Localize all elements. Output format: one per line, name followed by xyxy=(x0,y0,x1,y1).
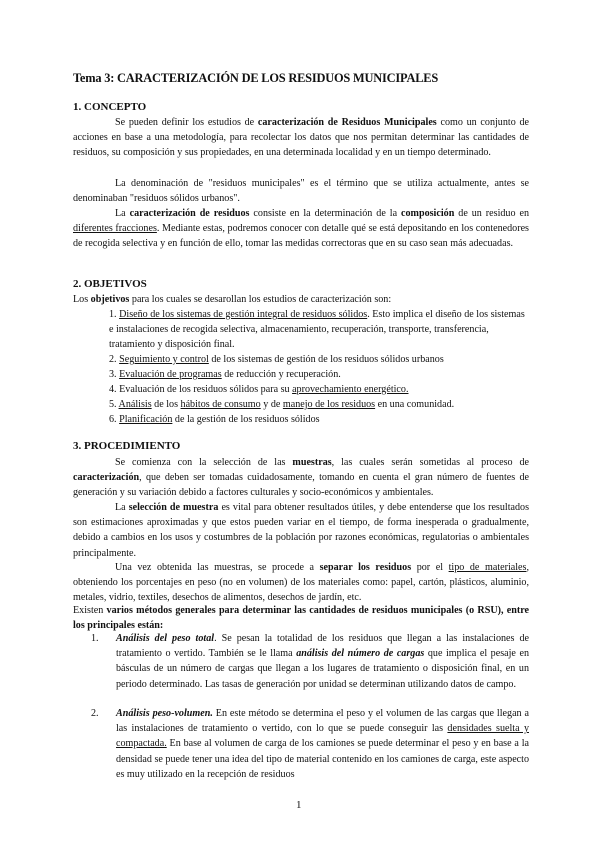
document-title: Tema 3: CARACTERIZACIÓN DE LOS RESIDUOS MUNICIPALES xyxy=(73,71,439,85)
list-item: 5. Análisis de los hábitos de consumo y de manejo de los residuos en una comunidad. xyxy=(109,399,455,410)
section-heading-objetivos: 2. OBJETIVOS xyxy=(73,278,147,290)
paragraph-procedimiento-1: Se comienza con la selección de las muestras, las cuales serán sometidas al proceso de caracterización, que deben ser tomadas cuidadosamente, tomando en cuenta el gran número de fuentes de generación y su variación debido a factores culturales y socio-económicos y ambientales. xyxy=(73,457,529,499)
list-item: 2. Seguimiento y control de los sistemas de gestión de los residuos sólidos urbanos xyxy=(109,354,444,365)
list-item: 3. Evaluación de programas de reducción y recuperación. xyxy=(109,369,341,380)
list-item: 4. Evaluación de los residuos sólidos para su aprovechamiento energético. xyxy=(109,384,409,395)
paragraph-procedimiento-2: La selección de muestra es vital para obtener resultados útiles, y debe entenderse que los resultados son estimaciones aproximadas y que estos pueden variar en el tiempo, de forma inesperada o gradualmente, debido a cambios en los usos y costumbres de la población por razones económicas, regulatorias o ambientales principalmente. xyxy=(73,502,530,559)
section-heading-concepto: 1. CONCEPTO xyxy=(73,101,147,113)
paragraph-procedimiento-3: Una vez obtenida las muestras, se procede a separar los residuos por el tipo de materiales, obteniendo los porcentajes en peso (no en volumen) de los materiales como: papel, cartón, plásticos, aluminio, metales, vidrio, textiles, desechos de alimentos, desechos de jardín, etc. xyxy=(73,562,529,604)
paragraph-concepto-1: Se pueden definir los estudios de caracterización de Residuos Municipales como un conjunto de acciones en base a una metodología, para recolectar los datos que nos permitan determinar las cantidades de residuos, su composición y sus propiedades, en una determinada localidad y en un tiempo determinado. xyxy=(73,117,530,159)
paragraph-objetivos-intro: Los objetivos para los cuales se desarollan los estudios de caracterización son: xyxy=(73,294,392,305)
page-number: 1 xyxy=(296,799,302,811)
paragraph-concepto-3: La caracterización de residuos consiste en la determinación de la composición de un residuo en diferentes fracciones. Mediante estas, podremos conocer con detalle qué se está depositando en los contenedores de recogida selectiva y en función de ello, tomar las medidas correctoras que en su caso sean más adecuadas. xyxy=(73,208,529,250)
paragraph-concepto-2: La denominación de "residuos municipales" es el término que se utiliza actualmente, antes se denominaban "residuos sólidos urbanos". xyxy=(73,178,529,205)
list-item: 1. Diseño de los sistemas de gestión integral de residuos sólidos. Esto implica el diseño de los sistemas e instalaciones de recogida selectiva, almacenamiento, recuperación, transporte, transferencia, tratamiento y disposición final. xyxy=(109,309,525,351)
paragraph-procedimiento-4: Existen varios métodos generales para determinar las cantidades de residuos municipales (o RSU), entre los principales están: xyxy=(73,605,529,632)
list-item: 1. Análisis del peso total. Se pesan la totalidad de los residuos que llegan a las instalaciones de tratamiento o vertido. También se le llama análisis del número de cargas que implica el pesaje en básculas de un número de cargas que llegan a los lugares de tratamiento o disposición final, en un periodo determinado. Las tasas de generación por unidad se determinan utilizando datos de campo. xyxy=(91,633,530,690)
section-heading-procedimiento: 3. PROCEDIMIENTO xyxy=(73,440,181,452)
list-item: 6. Planificación de la gestión de los residuos sólidos xyxy=(109,414,320,425)
list-item: 2. Análisis peso-volumen. En este método se determina el peso y el volumen de las cargas que llegan a las instalaciones de tratamiento o vertido, con lo que se puede conseguir las densidades suelta y compactada. En base al volumen de carga de los camiones se puede determinar el peso y en base a la densidad se puede tener una idea del tipo de material contenido en los camiones de carga, este aspecto es muy utilizado en la recepción de residuos xyxy=(91,708,529,780)
